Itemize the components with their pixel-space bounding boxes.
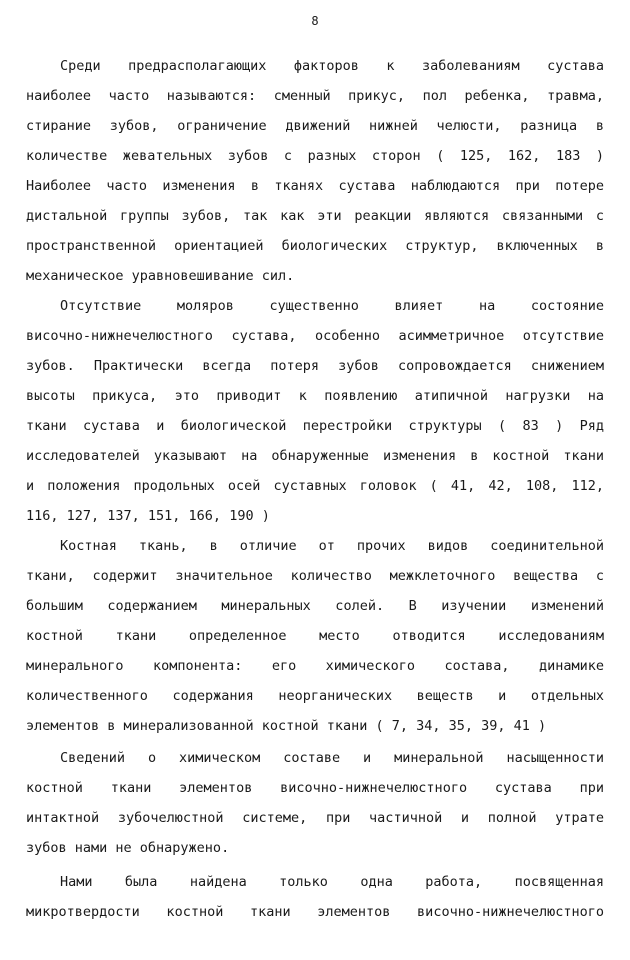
paragraph-3-line-2: ткани, содержит значительное количество межклеточного вещества с (26, 568, 604, 584)
paragraph-2-line-1: Отсутствие моляров существенно влияет на состояние (60, 298, 604, 314)
paragraph-5-line-2: микротвердости костной ткани элементов височно-нижнечелюстного (26, 904, 604, 920)
paragraph-4-line-3: интактной зубочелюстной системе, при частичной и полной утрате (26, 810, 604, 826)
paragraph-3-line-3: большим содержанием минеральных солей. В изучении изменений (26, 598, 604, 614)
page-number: 8 (311, 14, 319, 28)
paragraph-3-line-7: элементов в минерализованной костной ткани ( 7, 34, 35, 39, 41 ) (26, 718, 547, 734)
paragraph-1-line-6: дистальной группы зубов, так как эти реакции являются связанными с (26, 208, 604, 224)
paragraph-2-line-3: зубов. Практически всегда потеря зубов сопровождается снижением (26, 358, 604, 374)
paragraph-2-line-8: 116, 127, 137, 151, 166, 190 ) (26, 508, 270, 524)
paragraph-4-line-1: Сведений о химическом составе и минеральной насыщенности (60, 750, 604, 766)
paragraph-3-line-6: количественного содержания неорганических веществ и отдельных (26, 688, 604, 704)
paragraph-3-line-5: минерального компонента: его химического состава, динамике (26, 658, 604, 674)
paragraph-1-line-3: стирание зубов, ограничение движений нижней челюсти, разница в (26, 118, 604, 134)
paragraph-2-line-2: височно-нижнечелюстного сустава, особенно асимметричное отсутствие (26, 328, 604, 344)
paragraph-2-line-7: и положения продольных осей суставных головок ( 41, 42, 108, 112, (26, 478, 604, 494)
paragraph-1-line-4: количестве жевательных зубов с разных сторон ( 125, 162, 183 ) (26, 148, 604, 164)
paragraph-4-line-4: зубов нами не обнаружено. (26, 840, 230, 856)
paragraph-4-line-2: костной ткани элементов височно-нижнечелюстного сустава при (26, 780, 604, 796)
paragraph-2-line-6: исследователей указывают на обнаруженные изменения в костной ткани (26, 448, 604, 464)
paragraph-3-line-1: Костная ткань, в отличие от прочих видов соединительной (60, 538, 604, 554)
paragraph-1-line-8: механическое уравновешивание сил. (26, 268, 295, 284)
paragraph-2-line-4: высоты прикуса, это приводит к появлению атипичной нагрузки на (26, 388, 604, 404)
paragraph-3-line-4: костной ткани определенное место отводится исследованиям (26, 628, 604, 644)
paragraph-1-line-2: наиболее часто называются: сменный прикус, пол ребенка, травма, (26, 88, 604, 104)
paragraph-1-line-7: пространственной ориентацией биологических структур, включенных в (26, 238, 604, 254)
paragraph-2-line-5: ткани сустава и биологической перестройки структуры ( 83 ) Ряд (26, 418, 604, 434)
paragraph-1-line-5: Наиболее часто изменения в тканях сустава наблюдаются при потере (26, 178, 604, 194)
paragraph-1-line-1: Среди предрасполагающих факторов к заболеваниям сустава (60, 58, 604, 74)
paragraph-5-line-1: Нами была найдена только одна работа, посвященная (60, 874, 604, 890)
